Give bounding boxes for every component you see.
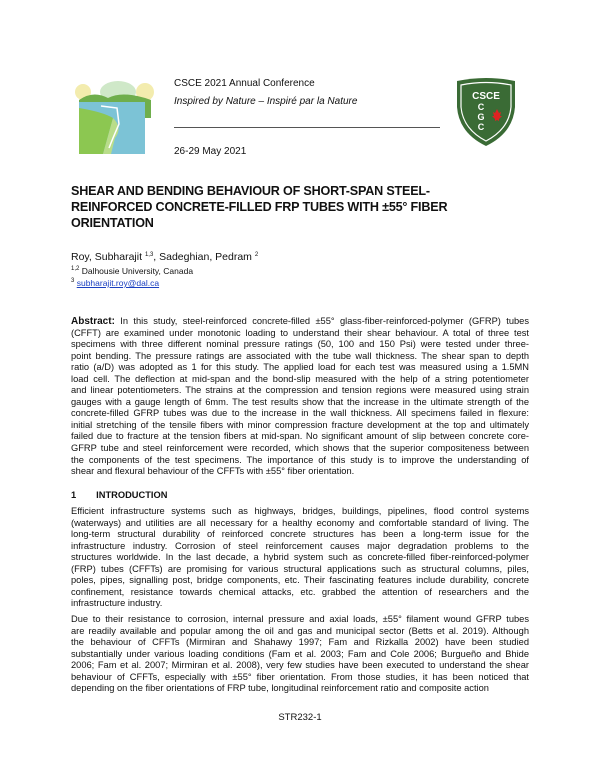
email-link[interactable]: subharajit.roy@dal.ca — [76, 278, 160, 288]
text-line — [71, 529, 529, 541]
header-rule — [174, 127, 440, 128]
author-list — [71, 251, 258, 263]
intro-paragraph-1 — [71, 506, 529, 610]
text-line — [71, 518, 529, 530]
contact-email — [71, 278, 159, 288]
title-line: ORIENTATION — [71, 216, 154, 230]
text-line — [71, 660, 529, 672]
svg-text:CSCE: CSCE — [472, 91, 500, 102]
line-text: In this study, steel-reinforced concrete-filled ±55° glass-fiber-reinforced-polymer (GFRP) tubes — [114, 316, 529, 326]
section-heading — [71, 490, 167, 500]
line-text: point bending. The pressure ratings are associated with the tube wall thickness. The shear span to depth — [71, 350, 529, 361]
text-line — [71, 443, 529, 455]
text-line — [71, 351, 529, 363]
line-text: gauges with a gauge length of 6mm. The test results show that the increase in the ultimate strength of the — [71, 396, 529, 407]
text-line — [71, 316, 529, 328]
line-text: (waterways) and utilities are all necessary for a healthy economy and comfortable standard of living. The — [71, 517, 529, 528]
line-text: Due to their resistance to corrosion, internal pressure and axial loads, ±55° filament wound GFRP tubes — [71, 614, 529, 624]
line-text: confinement, resistance towards chemical attacks, etc. grabbed the attention of researchers and the — [71, 586, 529, 597]
line-text: are readily available and popular among the oil and gas and municipal sector (Betts et al. 2019). Although — [71, 625, 529, 636]
line-text: long-term structural durability of reinforced concrete structures has been a long-term issue for the — [71, 529, 529, 540]
text-line — [71, 339, 529, 351]
line-text: GFRP tube and steel reinforcement were recorded, which shows that the superior compositeness between — [71, 443, 529, 454]
svg-text:G: G — [477, 112, 485, 122]
text-line — [71, 420, 529, 432]
title-line: REINFORCED CONCRETE-FILLED FRP TUBES WITH ±55° FIBER — [71, 200, 448, 214]
affil-marker: 2 — [254, 252, 259, 258]
text-line — [71, 397, 529, 409]
line-text: specimens with three different nominal pressure ratings (50, 100 and 150 Psi) were tested under three- — [71, 339, 529, 350]
line-text: the behaviour of CFFTs (Mirmiran and Shahawy 1997; Fam and Rizkalla 2002) have been studied — [71, 637, 529, 648]
text-line — [71, 362, 529, 374]
text-line — [71, 552, 529, 564]
conference-theme: Inspired by Nature – Inspiré par la Nature — [174, 96, 358, 107]
line-text: initial stretching of the tensile fibers with minor compression fracture development at the top and ultimately — [71, 419, 529, 430]
affil-marker: 1,2 — [71, 266, 80, 272]
text-line — [71, 672, 529, 684]
line-text: structures worldwide. In the last decade, a hybrid system such as concrete-filled fiber-reinforced-polymer — [71, 552, 529, 563]
text-line — [71, 575, 529, 587]
text-line — [71, 564, 529, 576]
line-text: behaviour of CFFTs, especially with ±55° fiber orientation. From those studies, it has been noticed that — [71, 671, 529, 682]
author-sadeghian: , Sadeghian, Pedram — [153, 251, 255, 263]
conference-date: 26-29 May 2021 — [174, 146, 247, 157]
abstract-label: Abstract: — [71, 316, 115, 327]
conference-logo-icon — [73, 78, 157, 156]
svg-text:C: C — [477, 102, 485, 112]
line-text: (CFFT) are examined under monotonic loading to understand their shear behaviour. A total of three test — [71, 327, 529, 338]
text-line — [71, 587, 529, 599]
email-marker: 3 — [71, 278, 75, 284]
text-line — [71, 541, 529, 553]
line-text: depending on the fiber orientations of FRP tube, longitudinal reinforcement ratio and composite action — [71, 683, 489, 694]
intro-paragraph-2 — [71, 614, 529, 695]
text-line — [71, 598, 529, 610]
line-text: load cell. The deflection at mid-span and the bond-slip measured with the help of a string potentiometer — [71, 373, 529, 384]
conference-name: CSCE 2021 Annual Conference — [174, 78, 315, 89]
text-line — [71, 683, 529, 695]
csce-shield-logo-icon — [455, 77, 517, 147]
section-number: 1 — [71, 490, 77, 500]
affil-marker: 1,3 — [144, 252, 154, 258]
text-line — [71, 506, 529, 518]
affiliation — [71, 266, 193, 276]
text-line — [71, 626, 529, 638]
line-text: and linear potentiometers. The strains at the compression and tension regions were measured using strain — [71, 385, 529, 396]
line-text: failed due to fracture at the tension fibers at mid-span. No significant amount of slip between concrete core- — [71, 431, 529, 442]
title-line: SHEAR AND BENDING BEHAVIOUR OF SHORT-SPAN STEEL- — [71, 184, 430, 198]
section-title: INTRODUCTION — [96, 490, 168, 500]
svg-text:C: C — [477, 122, 485, 132]
line-text: ratio (a/D) was adopted as 1 for this study. The applied load for each test was measured using a 1.5MN — [71, 362, 529, 373]
text-line — [71, 614, 529, 626]
line-text: poles, pipes, signalling post, bridge components, etc. Their fascinating features include durability, concrete — [71, 575, 529, 586]
line-text: Efficient infrastructure systems such as highways, bridges, buildings, pipelines, flood control systems — [71, 506, 529, 516]
line-text: 2006; Fam et al. 2007; Mirmiran et al. 2008), very few studies have been executed to understand the shear — [71, 660, 529, 671]
text-line — [71, 466, 529, 478]
text-line — [71, 328, 529, 340]
author-roy: Roy, Subharajit — [71, 251, 145, 263]
text-line — [71, 455, 529, 467]
line-text: substantially under various loading conditions (Fam et al. 2003; Fam and Cole 2006; Burgueño and Bhide — [71, 648, 529, 659]
text-line — [71, 431, 529, 443]
text-line — [71, 374, 529, 386]
line-text: concrete-filled GFRP tubes was due to the increase in the wall thickness. All specimens failed in flexure: — [71, 408, 529, 419]
page-number: STR232-1 — [278, 712, 322, 723]
paper-title — [71, 183, 541, 231]
affiliation-text: Dalhousie University, Canada — [79, 266, 194, 276]
line-text: infrastructure industry. — [71, 598, 163, 609]
text-line — [71, 385, 529, 397]
text-line — [71, 637, 529, 649]
line-text: shear and flexural behaviour of the CFFTs with ±55° fiber orientation. — [71, 466, 355, 477]
text-line — [71, 649, 529, 661]
text-line — [71, 408, 529, 420]
line-text: infrastructure industry. Corrosion of steel reinforcement causes major degradation problems to the — [71, 540, 529, 551]
line-text: (FRP) tubes (CFFTs) are promising for various structural applications such as structural columns, piles, — [71, 563, 529, 574]
line-text: the components of the test specimens. The importance of this study is to improve the understanding of — [71, 454, 529, 465]
abstract — [71, 316, 529, 478]
